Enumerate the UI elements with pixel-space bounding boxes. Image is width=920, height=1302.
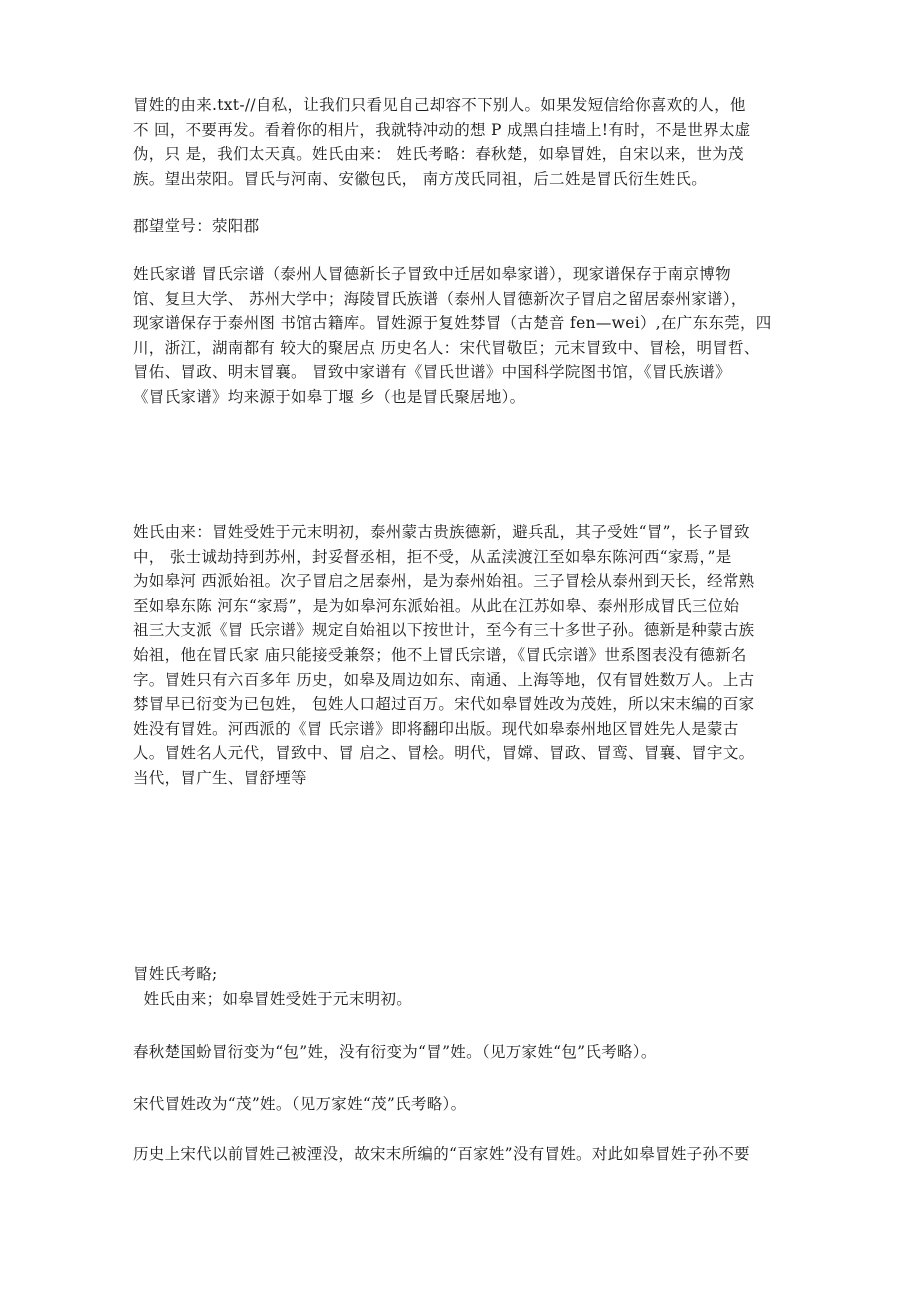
origin-line-1: 姓氏由来：冒姓受姓于元末明初，泰州蒙古贵族德新，避兵乱，其子受姓“冒”，长子冒致 bbox=[133, 523, 750, 541]
kaolue-title: 冒姓氏考略; bbox=[133, 965, 218, 983]
intro-line-4: 族。望出荥阳。冒氏与河南、安徽包氏， 南方茂氏同祖，后二姓是冒氏衍生姓氏。 bbox=[133, 169, 708, 188]
intro-line-2: 不 回，不要再发。看着你的相片，我就特冲动的想 P 成黑白挂墙上!有时，不是世界太虚 bbox=[133, 120, 751, 139]
origin-line-4: 至如皋东陈 河东“家焉”，是为如皋河东派始祖。从此在江苏如皋、泰州形成冒氏三位始 bbox=[133, 596, 740, 615]
song-paragraph: 宋代冒姓改为“茂”姓。（见万家姓“茂”氏考略）。 bbox=[133, 1095, 467, 1113]
genealogy-line-6: 《冒氏家谱》均来源于如皋丁堰 乡（也是冒氏聚居地）。 bbox=[133, 387, 526, 406]
genealogy-line-4: 川，浙江，湖南都有 较大的聚居点 历史名人：宋代冒敬臣；元末冒致中、冒桧，明冒哲、 bbox=[133, 338, 760, 357]
history-paragraph: 历史上宋代以前冒姓己被湮没，故宋末所编的“百家姓”没有冒姓。对此如皋冒姓子孙不要 bbox=[133, 1145, 750, 1163]
origin-line-2: 中， 张士诚劫持到苏州，封妥督丞相，拒不受，从孟渎渡江至如皋东陈河西“家焉，”是 bbox=[133, 547, 732, 566]
origin-line-6: 始祖，他在冒氏家 庙只能接受兼祭；他不上冒氏宗谱，《冒氏宗谱》世系图表没有德新名 bbox=[133, 645, 747, 664]
intro-paragraph bbox=[133, 93, 793, 191]
hall-name-line: 郡望堂号：荥阳郡 bbox=[133, 217, 260, 235]
genealogy-line-5: 冒佑、冒政、明末冒襄。 冒致中家谱有《冒氏世谱》中国科学院图书馆，《冒氏族谱》 bbox=[133, 363, 731, 382]
origin-line-5: 祖三大支派《冒 氏宗谱》规定自始祖以下按世计，至今有三十多世子孙。德新是种蒙古族 bbox=[133, 621, 755, 640]
kaolue-section bbox=[133, 962, 793, 1011]
genealogy-paragraph bbox=[133, 262, 793, 410]
genealogy-line-3: 现家谱保存于泰州图 书馆古籍库。冒姓源于复姓棼冒（古楚音 fen—wei）,在广东东莞，四 bbox=[133, 314, 772, 333]
intro-line-3: 伪，只 是，我们太天真。姓氏由来： 姓氏考略：春秋楚，如皋冒姓，自宋以来，世为茂 bbox=[133, 145, 744, 164]
kaolue-subtitle: 姓氏由来；如皋冒姓受姓于元末明初。 bbox=[133, 989, 413, 1008]
chunqiu-paragraph: 春秋楚国蚡冒衍变为“包”姓，没有衍变为“冒”姓。（见万家姓“包”氏考略）。 bbox=[133, 1043, 657, 1061]
origin-line-10: 人。冒姓名人元代，冒致中、冒 启之、冒桧。明代，冒嫦、冒政、冒鸾、冒襄、冒宇文。 bbox=[133, 744, 755, 763]
genealogy-line-1: 姓氏家谱 冒氏宗谱（泰州人冒德新长子冒致中迁居如皋家谱），现家谱保存于南京博物 bbox=[133, 265, 731, 283]
genealogy-line-2: 馆、复旦大学、 苏州大学中；海陵冒氏族谱（泰州人冒德新次子冒启之留居泰州家谱）， bbox=[133, 289, 747, 308]
origin-line-8: 棼冒早已衍变为已包姓， 包姓人口超过百万。宋代如皋冒姓改为茂姓，所以宋末编的百家 bbox=[133, 695, 755, 714]
origin-line-9: 姓没有冒姓。河西派的《冒 氏宗谱》即将翻印出版。现代如皋泰州地区冒姓先人是蒙古 bbox=[133, 719, 739, 738]
origin-line-11: 当代，冒广生、冒舒堙等 bbox=[133, 768, 307, 787]
origin-line-3: 为如皋河 西派始祖。次子冒启之居泰州，是为泰州始祖。三子冒桧从泰州到天长，经常熟 bbox=[133, 572, 755, 591]
origin-line-7: 字。冒姓只有六百多年 历史，如皋及周边如东、南通、上海等地，仅有冒姓数万人。上古 bbox=[133, 670, 755, 689]
intro-line-1: 冒姓的由来.txt-//自私，让我们只看见自己却容不下别人。如果发短信给你喜欢的人，他 bbox=[133, 96, 746, 114]
origin-paragraph bbox=[133, 520, 793, 791]
